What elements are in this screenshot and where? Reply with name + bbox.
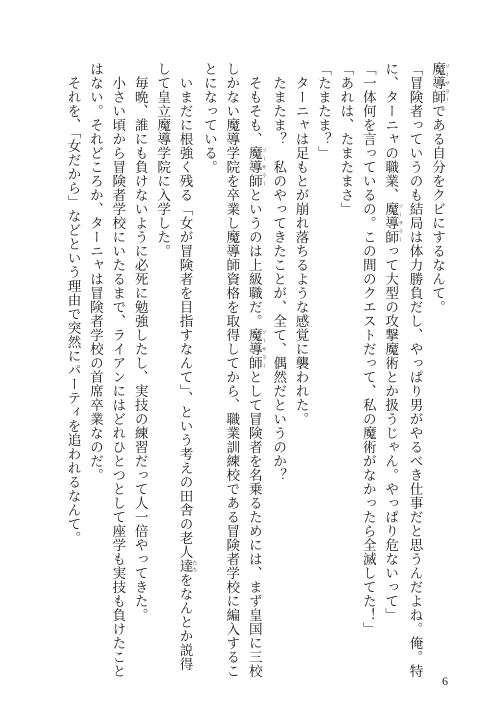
ruby-base: 魔導師 bbox=[429, 62, 445, 104]
ruby-word bbox=[429, 62, 450, 104]
text-segment: 毎晩、誰にも負けないように必死に勉強したし、実技の練習だって人一倍やってきた。 bbox=[131, 62, 148, 622]
text-line bbox=[403, 62, 425, 678]
text-segment: 「たまたま？」 bbox=[314, 62, 331, 160]
text-line bbox=[198, 62, 220, 652]
text-line bbox=[61, 62, 83, 652]
ruby-word bbox=[245, 328, 267, 370]
text-segment: に、ターニャの職業、 bbox=[382, 62, 399, 202]
ruby-annotation: ソーサラー bbox=[397, 202, 404, 244]
text-segment: として冒険者を名乗るためには、まず皇国に三校 bbox=[245, 370, 262, 678]
ruby-word bbox=[176, 559, 198, 574]
text-segment: というのは上級職だ。 bbox=[245, 188, 262, 328]
text-line bbox=[356, 62, 378, 652]
ruby-base: 魔導師 bbox=[382, 202, 399, 244]
text-segment: 「あれは、たまたまさ」 bbox=[337, 62, 354, 216]
text-line bbox=[128, 62, 150, 652]
text-segment: ターニャは足もとが崩れ落ちるような感覚に襲われた。 bbox=[292, 62, 309, 426]
text-segment: とになっている。 bbox=[200, 62, 217, 174]
text-segment: である自分をクビにするなんて。 bbox=[429, 104, 445, 314]
text-segment: して皇立魔導学院に入学した。 bbox=[154, 62, 171, 258]
text-segment: って大型の攻撃魔術とか扱うじゃん。やっぱり危ないって」 bbox=[382, 244, 399, 622]
ruby-base: 魔導師 bbox=[245, 146, 262, 188]
text-line bbox=[267, 62, 289, 652]
ruby-annotation: ソーサラー bbox=[260, 146, 267, 188]
text-line bbox=[106, 62, 128, 678]
text-line bbox=[334, 62, 356, 652]
ruby-word bbox=[382, 202, 404, 244]
text-line bbox=[379, 62, 403, 652]
ruby-annotation: ソーサラー bbox=[260, 328, 267, 370]
text-line bbox=[312, 62, 334, 652]
vertical-text-body bbox=[61, 62, 450, 678]
text-line bbox=[242, 62, 267, 678]
text-line bbox=[173, 62, 198, 672]
text-segment: はない。それどころか、ターニャは冒険者学校の首席卒業なのだ。 bbox=[86, 62, 103, 482]
text-segment: 「一体何を言っているの。この間のクエストだって、私の魔術がなかったら全滅してた！」 bbox=[359, 62, 376, 636]
text-segment: それを、「女だから」などという理由で突然にパーティを追われるなんて。 bbox=[64, 62, 81, 546]
text-line bbox=[220, 62, 242, 678]
ruby-annotation: ソーサラー bbox=[444, 62, 450, 104]
page-number: 6 bbox=[442, 674, 448, 688]
text-segment: そもそも、 bbox=[245, 62, 262, 146]
text-segment: 「冒険者っていうのも結局は体力勝負だし、やっぱり男がやるべき仕事だと思うんだよね。俺。特 bbox=[406, 62, 423, 678]
ruby-base: 達 bbox=[176, 559, 193, 574]
ruby-base: 魔導師 bbox=[245, 328, 262, 370]
text-segment: たまたま？ 私のやってきたことが、全て、偶然だというのか？ bbox=[270, 62, 287, 482]
text-segment: いまだに根強く残る「女が冒険者を目指すなんて」、という考えの田舎の老人 bbox=[176, 62, 193, 560]
text-line bbox=[289, 62, 311, 652]
ruby-word bbox=[245, 146, 267, 188]
text-line bbox=[426, 62, 450, 652]
text-line bbox=[84, 62, 106, 652]
ruby-annotation: たち bbox=[191, 559, 198, 574]
text-segment: 小さい頃から冒険者学校にいたるまで、ライアンにはどれひとつとして座学も実技も負けたこと bbox=[109, 62, 126, 678]
text-segment: をなんとか説得 bbox=[176, 573, 193, 672]
text-line bbox=[151, 62, 173, 652]
text-segment: しかない魔導学院を卒業し魔導師資格を取得してから、職業訓練校である冒険者学校に編入するこ bbox=[223, 62, 240, 678]
